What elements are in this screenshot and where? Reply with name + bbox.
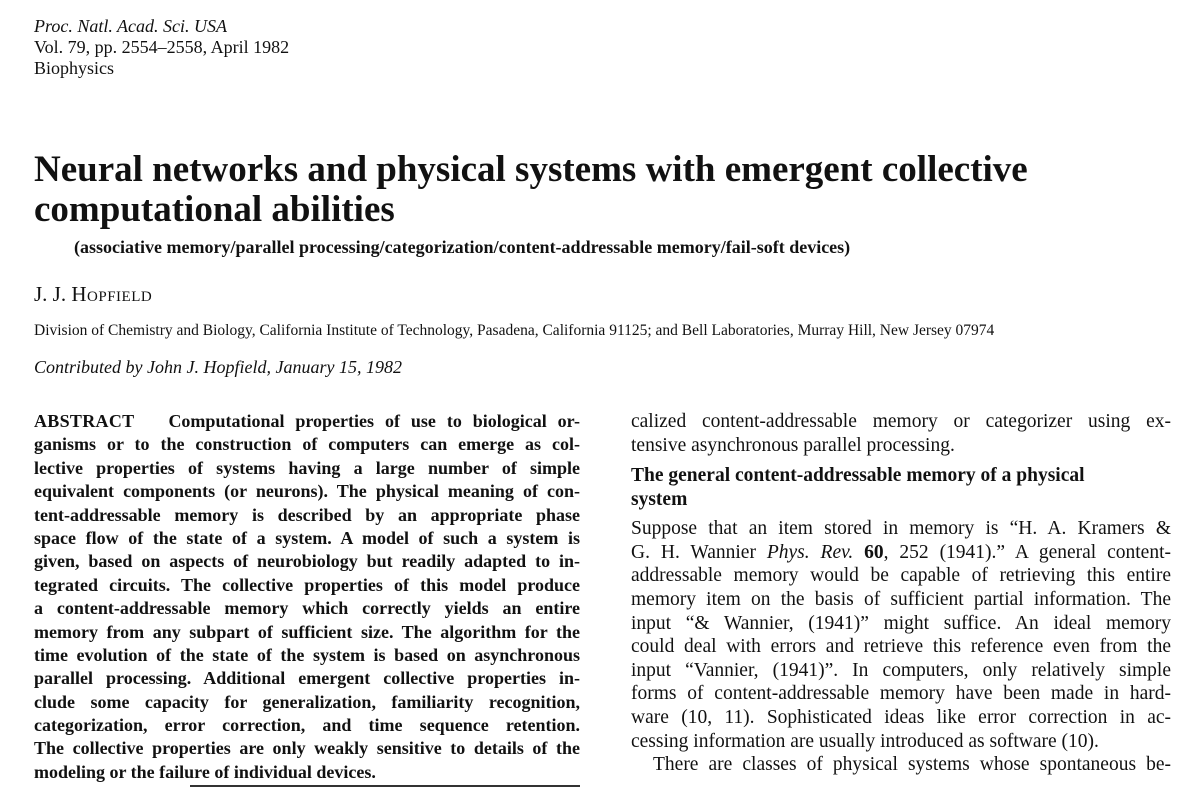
heading-line: system [631,489,688,511]
abstract-line: The collective properties are only weakly sensitive to details of the [34,738,580,759]
paper-title: Neural networks and physical systems with emergent collective computational abilities [34,149,1028,230]
body-line: There are classes of physical systems whose spontaneous be- [653,754,1171,776]
right-column [631,410,1171,777]
body-line: addressable memory would be capable of retrieving this entire [631,565,1171,587]
keywords: (associative memory/parallel processing/categorization/content-addressable memory/fail-soft devices) [74,237,851,257]
ref-authors: G. H. Wannier [631,541,767,563]
abstract-line: space flow of the state of a system. A model of such a system is [34,527,580,548]
section-name: Biophysics [34,58,115,78]
body-line [631,541,1171,565]
contributed-note: Contributed by John J. Hopfield, January 15, 1982 [34,357,402,377]
abstract [34,410,580,784]
author-name [34,281,152,307]
body-line: Suppose that an item stored in memory is “H. A. Kramers & [631,518,1171,540]
journal-citation [34,16,289,79]
body-line: calized content-addressable memory or categorizer using ex- [631,411,1171,432]
section-heading [631,464,1171,512]
abstract-line: clude some capacity for generalization, familiarity recognition, [34,691,580,712]
heading-line: The general content-addressable memory of a physical [631,465,1085,487]
ref-volume: 60 [864,541,884,563]
abstract-line: a content-addressable memory which correctly yields an entire [34,598,580,619]
abstract-line: memory from any subpart of sufficient size. The algorithm for the [34,621,580,642]
body-line: could deal with errors and retrieve this reference even from the [631,636,1171,658]
abstract-line: equivalent components (or neurons). The physical meaning of con- [34,481,580,502]
abstract-line [34,410,580,433]
volume-info: Vol. 79, pp. 2554–2558, April 1982 [34,37,290,57]
body-line: tensive asynchronous parallel processing. [631,434,955,456]
author-surname: Hopfield [71,282,153,306]
ref-space [853,542,864,563]
body-line: ware (10, 11). Sophisticated ideas like error correction in ac- [631,706,1171,728]
body-line: forms of content-addressable memory have been made in hard- [631,683,1171,705]
abstract-line-text: Computational properties of use to biological or- [168,411,580,431]
abstract-line: given, based on aspects of neurobiology but readily adapted to in- [34,551,580,572]
body-line: memory item on the basis of sufficient partial information. The [631,588,1171,610]
abstract-line: tent-addressable memory is described by an appropriate phase [34,504,580,525]
journal-name: Proc. Natl. Acad. Sci. USA [34,16,227,36]
abstract-line: time evolution of the state of the system is based on asynchronous [34,644,580,665]
abstract-divider [190,785,580,787]
ref-journal: Phys. Rev. [766,541,854,563]
abstract-line: categorization, error correction, and time sequence retention. [34,715,580,736]
body-line: input “& Wannier, (1941)” might suffice. An ideal memory [631,612,1171,634]
author-initials: J. J. [34,282,67,306]
abstract-line: ganisms or to the construction of computers can emerge as col- [34,434,580,455]
body-line: cessing information are usually introduced as software (10). [631,730,1099,752]
abstract-line: tegrated circuits. The collective properties of this model produce [34,574,580,595]
abstract-line: parallel processing. Additional emergent collective properties in- [34,668,580,689]
author-affiliation: Division of Chemistry and Biology, California Institute of Technology, Pasadena, California 91125; and Bell Laboratories, Murray Hill, New Jersey 07974 [34,322,995,339]
body-line: input “Vannier, (1941)”. In computers, only relatively simple [631,659,1171,681]
ref-rest: , 252 (1941).” A general content- [883,541,1172,563]
abstract-line: modeling or the failure of individual devices. [34,761,376,782]
abstract-line: lective properties of systems having a large number of simple [34,457,580,478]
abstract-label: ABSTRACT [34,411,135,431]
